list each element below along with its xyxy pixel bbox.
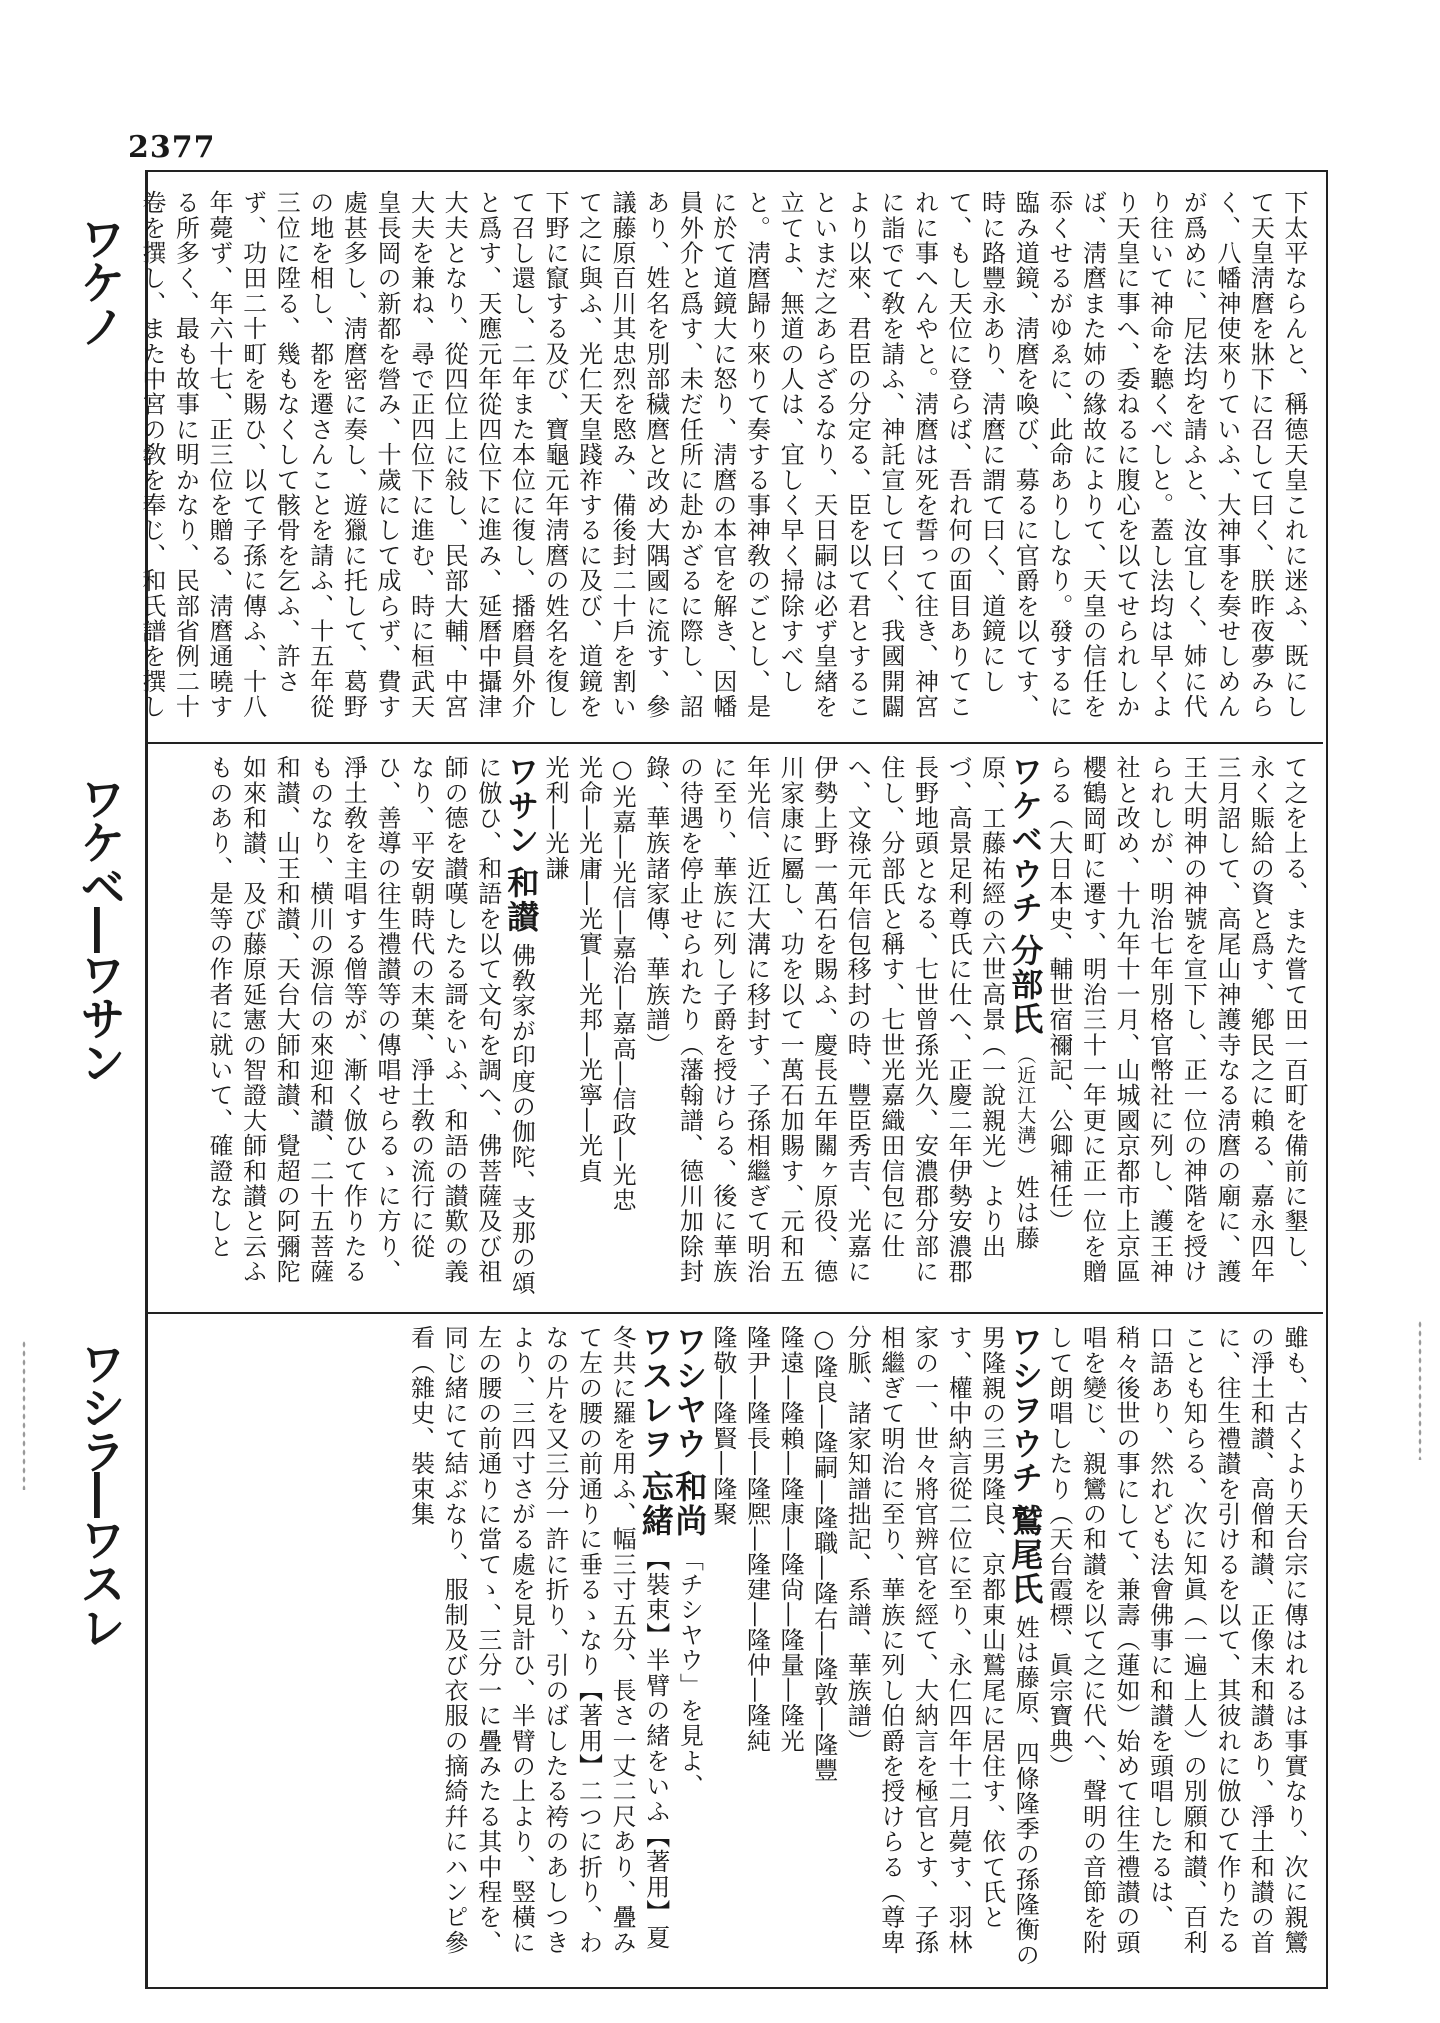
- wasure-heading: ワスレヲ: [636, 1325, 675, 1461]
- wasan-heading: ワサン: [502, 755, 541, 857]
- bottom-section: [155, 1325, 1310, 1975]
- header-middle: ワケベ―ワサン: [73, 775, 127, 1083]
- wakebe-origin: （近江大溝）: [1014, 1044, 1037, 1166]
- wakebe-genealogy-1: ○光嘉―光信―嘉治―嘉高―信政―光忠: [608, 755, 637, 1213]
- washou-heading: ワシヤウ: [670, 1325, 709, 1461]
- washio-genealogy-2: 隆遠―隆賴―隆康―隆尙―隆量―隆光: [776, 1325, 805, 1754]
- wakebe-title: 分部氏: [1006, 933, 1045, 1036]
- wasure-title: 忘緒: [636, 1469, 675, 1538]
- washio-text: 姓は藤原、四條隆季の孫隆衡の男隆親の三男隆良、京都東山鷲尾に居住す、依て氏とす、權中納言從二位に至り、永仁四年十二月薨す、羽林家の一、世々將官辨官を經て、大納言を極官とす、子孫相繼ぎて明治に至り、華族に列し伯爵を授けらる（尊卑分脈、諸家知譜拙記、系譜、華族譜）: [843, 1325, 1040, 1968]
- wakebe-text: 姓は藤原、工藤祐經の六世高景（一說親光）より出づ、高景足利尊氏に仕へ、正慶二年伊勢安濃郡長野地頭となる、七世曾孫光久、安濃郡分部に住し、分部氏と稱す、七世光嘉織田信包に仕へ、文祿元年信包移封の時、豐臣秀吉、光嘉に伊勢上野一萬石を賜ふ、慶長五年關ヶ原役、德川家康に屬し、功を以て一萬石加賜す、元和五年光信、近江大溝に移封す、子孫相繼ぎて明治に至り、華族に列し子爵を授けらる、後に華族の待遇を停止せられたり（藩翰譜、德川加除封錄、華族諸家傳、華族譜）: [641, 755, 1040, 1285]
- wakebe-genealogy-3: 光利―光謙: [540, 755, 569, 881]
- divider-top: [147, 742, 1323, 744]
- wasan-title: 和讃: [502, 865, 541, 934]
- wakebe-genealogy-2: 光命―光庸―光實―光邦―光寧―光貞: [574, 755, 603, 1184]
- middle-section: [155, 755, 1310, 1300]
- header-top: ワケノ: [73, 215, 127, 347]
- wasan-continuation: 雖も、古くより天台宗に傳はれるは事實なり、次に親鸞の淨土和讃、高僧和讃、正像末和讃あり、淨土和讃の首に、往生禮讃を引けるを以て、其彼れに倣ひて作りたることも知らる、次に知眞（一遍上人）の別願和讃、百利口語あり、然れども法會佛事に和讃を頭唱したるは、稍々後世の事にして、兼壽（蓮如）始めて往生禮讃の頭唱を變じ、親鸞の和讃を以て之に代へ、聲明の音節を附して朗唱したり（天台霞標、眞宗寶典）: [1044, 1325, 1308, 1955]
- washio-genealogy-1: ○隆良―隆嗣―隆職―隆右―隆敦―隆豐: [809, 1325, 838, 1783]
- washio-genealogy-3: 隆尹―隆長―隆熈―隆建―隆仲―隆純: [742, 1325, 771, 1754]
- divider-bottom: [147, 1312, 1323, 1314]
- washio-heading: ワシヲウチ: [1006, 1325, 1045, 1495]
- wakebe-heading: ワケベウチ: [1006, 755, 1045, 925]
- header-bottom: ワシラ―ワスレ: [73, 1340, 127, 1648]
- top-paragraph: 下太平ならんと、稱德天皇これに迷ふ、既にして天皇淸麿を牀下に召して曰く、朕昨夜夢みらく、八幡神使來りていふ、大神事を奏せしめんが爲めに、尼法均を請ふと、汝宜しく、姉に代り往いて神命を聽くべしと。蓋し法均は早くより天皇に事へ、委ねるに腹心を以てせられしかば、淸麿また姉の緣故によりて、天皇の信任を忝くせるがゆゑに、此命ありしなり。發するに臨み道鏡、淸麿を喚び、募るに官爵を以てす、時に路豐永あり、淸麿に謂て曰く、道鏡にして、もし天位に登らば、吾れ何の面目ありてこれに事へんやと。淸麿は死を誓って往き、神宮に詣でて敎を請ふ、神託宣して曰く、我國開闢より以來、君臣の分定る、臣を以て君とすることいまだ之あらざるなり、天日嗣は必ず皇緖を立てよ、無道の人は、宜しく早く掃除すべしと。淸麿歸り來りて奏する事神敎のごとし、是に於て道鏡大に怒り、淸麿の本官を解き、因幡員外介と爲す、未だ任所に赴かざるに際し、詔あり、姓名を別部穢麿と改め大隅國に流す、參議藤原百川其忠烈を愍み、備後封二十戶を割いて之に與ふ、光仁天皇踐祚するに及び、道鏡を下野に竄する及び、寶龜元年淸麿の姓名を復して召し還し、二年また本位に復し、播磨員外介と爲す、天應元年從四位下に進み、延曆中攝津大夫となり、從四位上に敍し、民部大輔、中宮大夫を兼ね、尋で正四位下に進む、時に桓武天皇長岡の新都を營み、十歲にして成らず、費す處甚多し、淸麿密に奏し、遊獵に托して、葛野の地を相し、都を遷さんことを請ふ、十五年從三位に陞る、幾もなくして骸骨を乞ふ、許さず、功田二十町を賜ひ、以て子孫に傳ふ、十八年薨ず、年六十七、正三位を贈る、淸麿通曉する所多く、最も故事に明かなり、民部省例二十卷を撰し、また中宮の敎を奉じ、和氏譜を撰し: [137, 190, 1308, 720]
- top-section: [137, 190, 1310, 735]
- washou-title: 和尚: [670, 1469, 709, 1538]
- page-number: 2377: [128, 130, 216, 165]
- continuation-text: て之を上る、また嘗て田一百町を備前に墾し、永く賑給の資と爲す、鄕民之に賴る、嘉永四年三月詔して、高尾山神護寺なる淸麿の廟に、護王大明神の神號を宣下し、正一位の神階を授けられしが、明治七年別格官幣社に列し、護王神社と改め、十九年十一月、山城國京都市上京區櫻鶴岡町に遷す、明治三十一年更に正一位を贈らる（大日本史、輔世宿禰記、公卿補任）: [1044, 755, 1308, 1285]
- washou-ref: 「チシヤウ」を見よ、: [675, 1546, 704, 1799]
- wasan-text: 佛敎家が印度の伽陀、支那の頌に倣ひ、和語を以て文句を調へ、佛菩薩及び祖師の德を讃嘆したる謌をいふ、和語の讃歎の義なり、平安朝時代の末葉、淨土敎の流行に從ひ、善導の往生禮讃等の傳唱せらるゝに方り、淨土敎を主唱する僧等が、漸く倣ひて作りたるものなり、横川の源信の來迎和讃、二十五菩薩和讃、山王和讃、天台大師和讃、覺超の阿彌陀如來和讃、及び藤原延憲の智證大師和讃と云ふものあり、是等の作者に就いて、確證なしと: [205, 755, 536, 1296]
- washio-genealogy-4: 隆敬―隆賢―隆聚: [708, 1325, 737, 1527]
- wasure-text: 【裝束】半臂の緒をいふ【著用】夏冬共に羅を用ふ、幅三寸五分、長さ一丈二尺あり、疊みて左の腰の前通りに垂るゝなり【著用】二つに折り、わなの片を又三分一許に折り、引のばしたる袴のあしつきより、三四寸さがる處を見計ひ、半臂の上より、竪橫に左の腰の前通りに當てゝ、三分一に疊みたる其中程を、同じ緒にて結ぶなり、服制及び衣服の摘綺幷にハンピ參看（雜史、裝束集: [406, 1325, 670, 1955]
- washio-title: 鷲尾氏: [1006, 1503, 1045, 1606]
